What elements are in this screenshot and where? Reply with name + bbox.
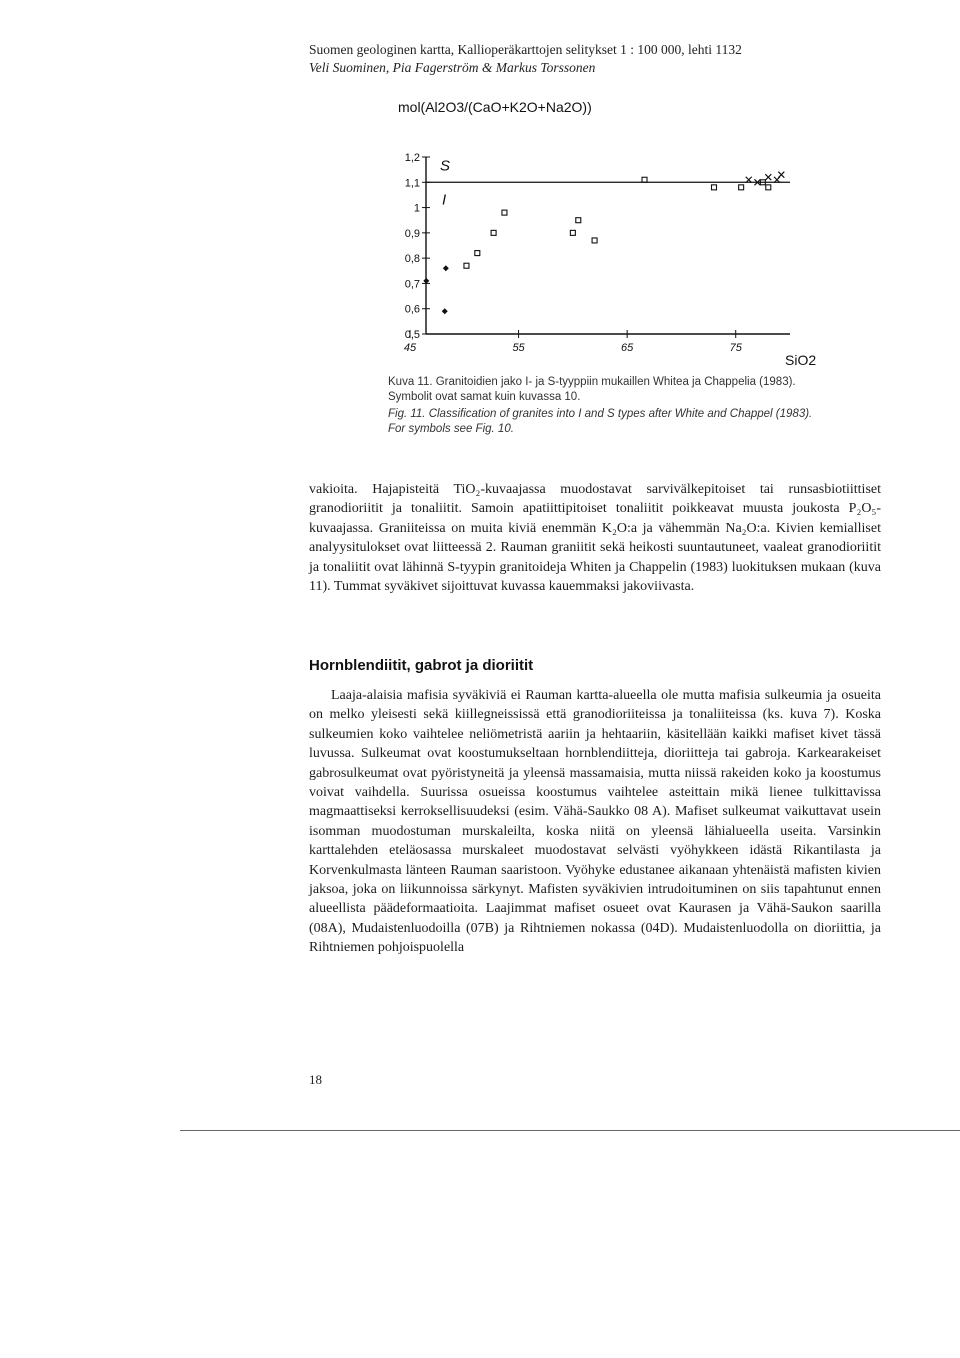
authors-line: Veli Suominen, Pia Fagerström & Markus Torssonen	[309, 60, 596, 75]
s-i-divider	[426, 157, 790, 208]
data-point-square	[502, 210, 507, 215]
x-tick-label: 55	[512, 342, 525, 354]
data-point-square	[712, 185, 717, 190]
region-label-i: I	[442, 191, 447, 209]
body-paragraph-1: vakioita. Hajapisteitä TiO₂-kuvaajassa muodostavat sarvivälkepitoiset tai runsasbiotiittiset granodioriitit ja tonaliitit. Samoin apatiittipitoiset tonaliitit poikkeavat muusta joukosta P₂O₅-kuvaajassa. Graniiteissa on muita kiviä enemmän K₂O:a ja vähemmän Na₂O:a. Kivien kemialliset analyysitulokset ovat liitteessä 2. Rauman graniitit sekä heikosti suuntautuneet, vaaleat granodioriitit ja tonaliitit ovat lähinnä S-tyypin granitoideja Whiten ja Chappelin (1983) luokituksen mukaan (kuva 11). Tummat syväkivet sijoittuvat kuvassa kauemmaksi jakoviivasta.	[309, 482, 881, 595]
y-tick-label: 1,1	[404, 177, 420, 190]
data-point-square	[576, 218, 581, 223]
y-tick-label: 1	[413, 202, 420, 215]
data-point-square	[464, 263, 469, 268]
y-tick-label: 0,6	[404, 303, 420, 316]
footer-rule	[180, 1130, 960, 1131]
figure-caption-english: Fig. 11. Classification of granites into I and S types after White and Chappel (1983). For symbols see Fig. 10.	[388, 408, 813, 435]
x-tick-label: 45	[403, 342, 417, 354]
data-point-square	[570, 230, 575, 235]
y-tick-label: 0,7	[404, 278, 420, 291]
data-point-square	[739, 185, 744, 190]
y-tick-label: 0,8	[404, 253, 420, 266]
region-label-s: S	[440, 157, 451, 175]
y-tick-label: 1,2	[404, 152, 420, 164]
figure-caption-finnish: Kuva 11. Granitoidien jako I- ja S-tyyppiin mukaillen Whitea ja Chappelia (1983). Symbolit ovat samat kuin kuvassa 10.	[388, 376, 796, 403]
data-point-square	[491, 230, 496, 235]
i-s-type-scatter-chart	[330, 92, 820, 372]
series-header: Suomen geologinen kartta, Kallioperäkarttojen selitykset 1 : 100 000, lehti 1132	[309, 42, 742, 57]
x-axis-label: SiO2	[785, 352, 817, 368]
data-points	[423, 172, 784, 315]
section-heading: Hornblendiitit, gabrot ja dioriitit	[309, 657, 534, 674]
data-point-cross	[765, 174, 771, 180]
x-tick-label: 65	[621, 342, 634, 354]
data-point-diamond	[443, 265, 449, 271]
data-point-square	[475, 251, 480, 256]
data-point-square	[766, 185, 771, 190]
data-point-square	[642, 177, 647, 182]
data-point-diamond	[442, 308, 448, 314]
chart-title: mol(Al2O3/(CaO+K2O+Na2O))	[398, 99, 592, 115]
y-tick-label: 0,9	[404, 227, 420, 240]
x-tick-label: 75	[729, 342, 742, 354]
page-number: 18	[309, 1072, 322, 1087]
y-tick-label: 0,5	[404, 329, 420, 341]
data-point-square	[592, 238, 597, 243]
chart-axes	[426, 157, 790, 334]
body-paragraph-2: Laaja-alaisia mafisia syväkiviä ei Rauman kartta-alueella ole mutta mafisia sulkeumia ja osueita on melko yleisesti sekä kiillegneississä että granodioriiteissa ja tonaliiteissa (ks. kuva 7). Koska sulkeumien koko vaihtelee neliömetristä aariin ja hehtaariin, käsitellään kaikki mafiset kivet tässä luvussa. Sulkeumat ovat koostumukseltaan hornblendiitteja, dioriitteja tai gabroja. Karkearakeiset gabrosulkeumat ovat pyöristyneitä ja yleensä massamaisia, mutta niissä rakeiden koko ja koostumus voivat vaihdella. Suurissa osueissa koostumus vaihtelee asteittain mikä lienee tulkittavissa magmaattiseksi kerroksellisuudeksi (esim. Vähä-Saukko 08 A). Mafiset sulkeumat vaikuttavat usein isomman muodostuman murskaleilta, koska niitä on yleensä lähialueella useita. Varsinkin karttalehden eteläosassa murskaleet muodostavat selvästi vyöhykkeen idästä Rikantilasta ja Korvenkulmasta länteen Rauman saaristoon. Vyöhyke edustanee aikanaan yhtenäistä mafisten kivien jaksoa, joka on liikunnoissa särkynyt. Mafisten syväkivien intrudoituminen on siis tapahtunut ennen alueellista päädeformaatioita. Laajimmat mafiset osueet ovat Kaurasen ja Vähä-Saukon saarilla (08A), Mudaistenluodoilla (07B) ja Rihtniemen nokassa (04D). Mudaistenluodolla on dioriittia, ja Rihtniemen pohjoispuolella	[309, 688, 881, 956]
